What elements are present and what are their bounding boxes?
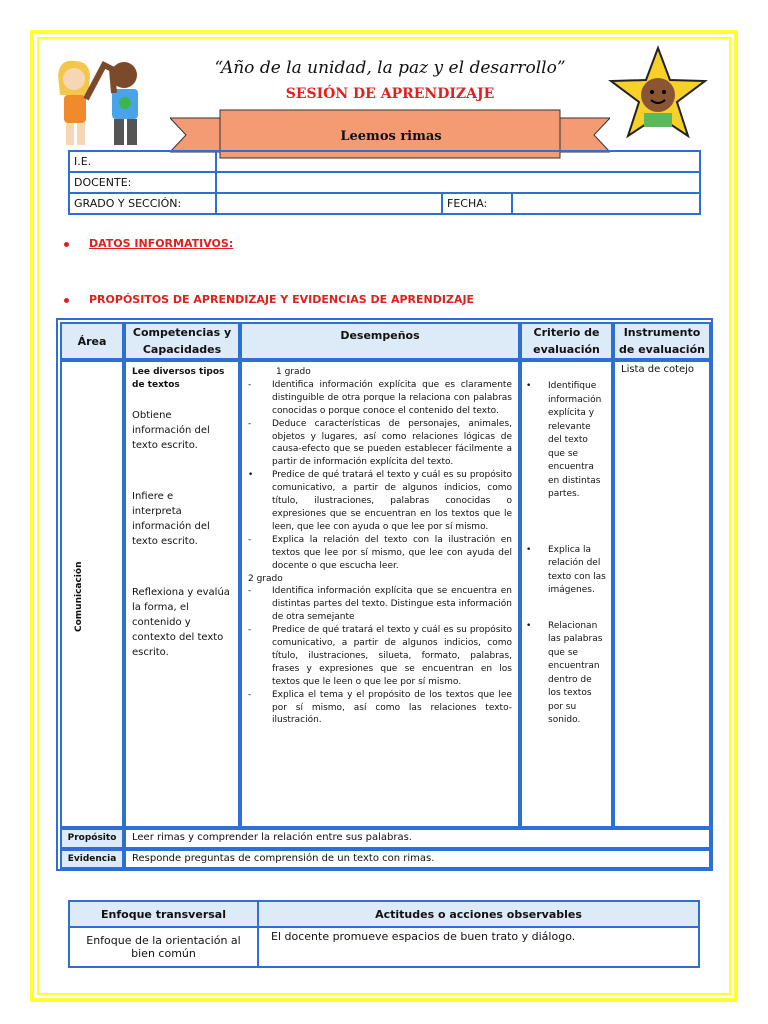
header-area — [60, 322, 124, 360]
proposito-label: Propósito — [67, 833, 117, 843]
header-competencias — [124, 322, 240, 360]
header-instrumento — [613, 322, 711, 360]
criterio-text: Relacionan las palabras que se encuentran dentro de los textos por su sonido. — [548, 620, 603, 725]
enfoque-table — [68, 900, 700, 968]
header-area-label: Área — [77, 334, 107, 348]
criterio-text: Explica la relación del texto con las imágenes. — [548, 544, 606, 595]
bullet-dot — [64, 298, 69, 303]
grade1-label: 1 grado — [276, 367, 311, 377]
evidencia-cell — [124, 849, 711, 869]
criterio-item: • Explica la relación del texto con las imágenes. — [526, 544, 607, 598]
fecha-label: FECHA: — [442, 193, 512, 214]
enfoque-right: El docente promueve espacios de buen trato y diálogo. — [258, 927, 699, 967]
docente-label: DOCENTE: — [69, 172, 216, 193]
grade2-item: - Predice de qué tratará el texto y cuál es su propósito comunicativo, a partir de algunos indicios, como título, ilustraciones, silueta, formato, palabras, frases y expresiones que se encuentran en los textos que le leen o que lee por sí mismo. — [248, 625, 512, 687]
enfoque-left: Enfoque de la orientación al bien común — [69, 927, 258, 967]
evidencia-label: Evidencia — [67, 853, 117, 864]
desempenos-cell — [240, 360, 520, 828]
year-motto: “Año de la unidad, la paz y el desarrollo” — [214, 58, 566, 78]
grade2-item: - Explica el tema y el propósito de los textos que lee por sí mismo, así como las relaciones texto-ilustración. — [248, 689, 512, 726]
proposito-cell — [124, 828, 711, 849]
children-illustration — [44, 55, 164, 155]
grade1-item: - Identifica información explícita que es claramente distinguible de otra porque la relaciona con palabras conocidas o porque conoce el contenido del texto. — [248, 379, 512, 416]
evidencia-text: Responde preguntas de comprensión de un texto con rimas. — [132, 853, 435, 864]
area-cell — [60, 360, 124, 828]
grade1-item: - Deduce características de personajes, animales, objetos y lugares, así como relaciones lógicas de causa-efecto que se pueden establecer fácilmente a partir de información explícita del texto. — [248, 418, 512, 468]
grade2-text: Identifica información explícita que se encuentra en distintas partes del texto. Distingue esta información de otra semejante — [272, 586, 512, 623]
session-label: SESIÓN DE APRENDIZAJE — [285, 86, 495, 102]
competencias-cell — [124, 360, 240, 828]
criterio-item: • Relacionan las palabras que se encuentran dentro de los textos por su sonido. — [526, 620, 607, 728]
grado-field[interactable] — [216, 193, 442, 214]
grade1-text: Deduce características de personajes, animales, objetos y lugares, así como relaciones lógicas de causa-efecto que se pueden establecer fácilmente a partir de información explícita del texto. — [272, 418, 512, 468]
capacidad-3: Reflexiona y evalúa la forma, el contenido y contexto del texto escrito. — [132, 587, 230, 658]
header-criterio — [520, 322, 613, 360]
grade2-label: 2 grado — [248, 573, 283, 584]
bullet-dot — [64, 242, 69, 247]
grade1-text: Identifica información explícita que es claramente distinguible de otra porque la relaciona con palabras conocidas o porque conoce el contenido del texto. — [272, 379, 512, 416]
header-desempenos — [240, 322, 520, 360]
header-desempenos-label: Desempeños — [340, 329, 420, 342]
ie-label: I.E. — [69, 151, 216, 172]
docente-field[interactable] — [216, 172, 700, 193]
enfoque-header-left: Enfoque transversal — [69, 901, 258, 927]
evidencia-label-cell — [60, 849, 124, 869]
capacidad-2: Infiere e interpreta información del texto escrito. — [132, 491, 210, 547]
section-propositos-label: PROPÓSITOS DE APRENDIZAJE Y EVIDENCIAS DE APRENDIZAJE — [89, 293, 475, 306]
ie-field[interactable] — [216, 151, 700, 172]
instrumento-cell — [613, 360, 711, 828]
grade2-item: - Identifica información explícita que se encuentra en distintas partes del texto. Distingue esta información de otra semejante — [248, 586, 512, 623]
criterio-text: Identifique información explícita y relevante del texto que se encuentra en distintas partes. — [548, 381, 602, 499]
criterio-item: • Identifique información explícita y relevante del texto que se encuentra en distintas partes. — [526, 380, 607, 502]
header-criterio-label: Criterio de evaluación — [533, 326, 600, 356]
competencia-title: Lee diversos tipos de textos — [132, 367, 225, 390]
fecha-field[interactable] — [512, 193, 700, 214]
area-label: Comunicación — [74, 561, 84, 632]
proposito-label-cell — [60, 828, 124, 849]
info-table — [68, 150, 701, 215]
instrumento-text: Lista de cotejo — [621, 364, 695, 375]
grade1-item: • Predice de qué tratará el texto y cuál es su propósito comunicativo, a partir de algunos indicios, como título, ilustraciones, palabras conocidas o expresiones que se encuentran en los textos que le leen, que lee con ayuda o que lee por sí mismo. — [248, 470, 512, 532]
grado-label: GRADO Y SECCIÓN: — [69, 193, 216, 214]
grade1-item: - Explica la relación del texto con la ilustración en textos que lee por sí mismo, que lee con ayuda del docente o que escucha leer. — [248, 534, 512, 571]
header-instrumento-label: Instrumento de evaluación — [619, 326, 705, 356]
capacidad-1: Obtiene información del texto escrito. — [132, 410, 210, 451]
star-illustration — [608, 45, 708, 140]
enfoque-header-right: Actitudes o acciones observables — [258, 901, 699, 927]
header-competencias-label: Competencias y Capacidades — [132, 326, 232, 356]
section-propositos — [64, 293, 474, 306]
grade1-text: Predice de qué tratará el texto y cuál es su propósito comunicativo, a partir de algunos indicios, como título, ilustraciones, palabras conocidas o expresiones que se encuentran en los textos que le leen, que lee con ayuda o que lee por sí mismo. — [272, 470, 512, 532]
grade1-text: Explica la relación del texto con la ilustración en textos que lee por sí mismo, que lee con ayuda del docente o que escucha leer. — [272, 534, 512, 571]
proposito-text: Leer rimas y comprender la relación entre sus palabras. — [132, 832, 412, 843]
section-datos-label: DATOS INFORMATIVOS: — [89, 237, 234, 250]
grade2-text: Explica el tema y el propósito de los textos que lee por sí mismo, así como las relaciones texto-ilustración. — [272, 689, 512, 726]
section-datos — [64, 237, 233, 250]
criterio-cell — [520, 360, 613, 828]
propositos-table — [56, 318, 713, 871]
grade2-text: Predice de qué tratará el texto y cuál es su propósito comunicativo, a partir de algunos indicios, como título, ilustraciones, silueta, formato, palabras, frases y expresiones que se encuentran en los textos que le leen o que lee por sí mismo. — [272, 625, 512, 687]
lesson-title: Leemos rimas — [340, 129, 442, 144]
